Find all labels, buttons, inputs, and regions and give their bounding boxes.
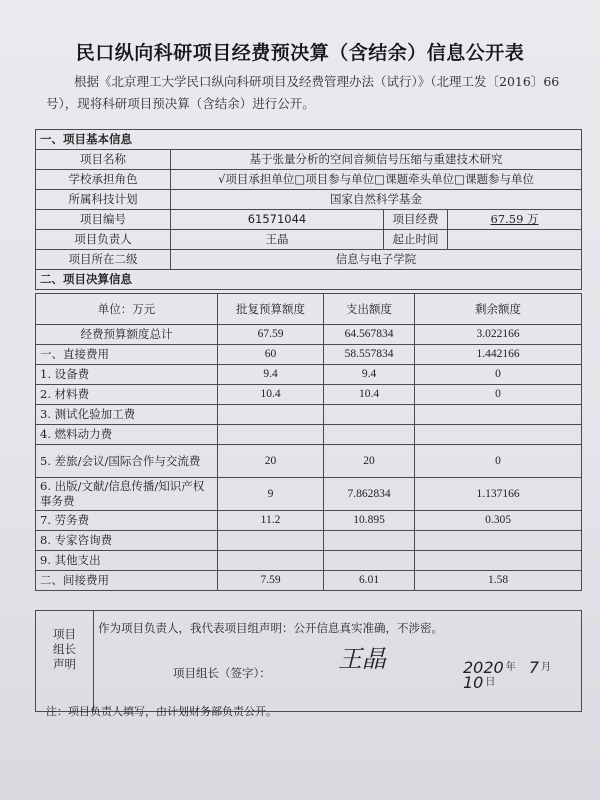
declaration-cell — [94, 611, 582, 712]
project-name-value: 基于张量分析的空间音频信号压缩与重建技术研究 — [171, 150, 582, 170]
school-role-value: √项目承担单位□项目参与单位□课题牵头单位□课题参与单位 — [171, 170, 582, 190]
remaining-value — [415, 551, 582, 571]
spent-value: 6.01 — [324, 571, 415, 591]
signature-row — [98, 636, 577, 692]
row-label: 6. 出版/文献/信息传播/知识产权事务费 — [36, 478, 218, 511]
table-row — [36, 551, 582, 571]
date-year: 2020 — [463, 658, 504, 677]
remaining-value: 1.137166 — [415, 478, 582, 511]
column-header: 剩余额度 — [415, 294, 582, 325]
table-row — [36, 425, 582, 445]
column-header: 支出额度 — [324, 294, 415, 325]
table-row — [36, 405, 582, 425]
intro-paragraph: 根据《北京理工大学民口纵向科研项目及经费管理办法（试行）》（北理工发〔2016〕66号），现将科研项目预决算（含结余）进行公开。 — [46, 74, 560, 111]
approved-value: 67.59 — [218, 325, 324, 345]
declaration-label-text: 项目组长声明 — [53, 627, 76, 671]
plan-value: 国家自然科学基金 — [171, 190, 582, 210]
remaining-value: 0 — [415, 445, 582, 478]
spent-value: 10.4 — [324, 385, 415, 405]
remaining-value — [415, 531, 582, 551]
row-label: 经费预算额度总计 — [36, 325, 218, 345]
approved-value: 7.59 — [218, 571, 324, 591]
period-value — [448, 230, 582, 250]
approved-value: 9 — [218, 478, 324, 511]
approved-value: 10.4 — [218, 385, 324, 405]
approved-value: 11.2 — [218, 511, 324, 531]
row-school-role — [36, 170, 582, 190]
handwritten-signature: 王晶 — [338, 645, 386, 673]
column-header: 单位：万元 — [36, 294, 218, 325]
spent-value — [324, 405, 415, 425]
section-header-budget — [36, 270, 582, 290]
row-plan — [36, 190, 582, 210]
budget-table — [35, 293, 582, 591]
approved-value: 60 — [218, 345, 324, 365]
table-row — [36, 345, 582, 365]
table-row — [36, 571, 582, 591]
spent-value — [324, 551, 415, 571]
date-day: 10 — [463, 673, 484, 692]
date-month: 7 — [528, 658, 539, 677]
remaining-value — [415, 405, 582, 425]
section-header-basic — [36, 130, 582, 150]
funding-value: 67.59 万 — [448, 210, 582, 230]
approved-value — [218, 405, 324, 425]
remaining-value: 0 — [415, 385, 582, 405]
leader-value: 王晶 — [171, 230, 384, 250]
approved-value — [218, 531, 324, 551]
month-unit: 月 — [541, 662, 551, 673]
remaining-value: 3.022166 — [415, 325, 582, 345]
row-project-name — [36, 150, 582, 170]
page-title: 民口纵向科研项目经费预决算（含结余）信息公开表 — [75, 42, 525, 64]
row-label: 7. 劳务费 — [36, 511, 218, 531]
spent-value — [324, 425, 415, 445]
row-label: 9. 其他支出 — [36, 551, 218, 571]
signature-date — [463, 660, 577, 690]
approved-value — [218, 551, 324, 571]
approved-value — [218, 425, 324, 445]
spent-value: 7.862834 — [324, 478, 415, 511]
row-dept — [36, 250, 582, 270]
approved-value: 9.4 — [218, 365, 324, 385]
leader-label: 项目负责人 — [36, 230, 171, 250]
remaining-value — [415, 425, 582, 445]
signature-label: 项目组长（签字）： — [173, 666, 271, 680]
dept-value: 信息与电子学院 — [171, 250, 582, 270]
table-row — [36, 511, 582, 531]
day-unit: 日 — [485, 677, 496, 688]
row-label: 1. 设备费 — [36, 365, 218, 385]
approved-value: 20 — [218, 445, 324, 478]
remaining-value: 0.305 — [415, 511, 582, 531]
period-label: 起止时间 — [384, 230, 448, 250]
spent-value: 20 — [324, 445, 415, 478]
row-label: 5. 差旅/会议/国际合作与交流费 — [36, 445, 218, 478]
column-header: 批复预算额度 — [218, 294, 324, 325]
table-row — [36, 365, 582, 385]
spent-value: 9.4 — [324, 365, 415, 385]
row-leader — [36, 230, 582, 250]
table-row — [36, 385, 582, 405]
declaration-text: 作为项目负责人，我代表项目组声明：公开信息真实准确，不涉密。 — [98, 621, 443, 635]
row-label: 二、间接费用 — [36, 571, 218, 591]
row-label: 3. 测试化验加工费 — [36, 405, 218, 425]
declaration-table — [35, 610, 582, 712]
section-title: 二、项目决算信息 — [36, 270, 582, 290]
row-label: 8. 专家咨询费 — [36, 531, 218, 551]
row-label: 2. 材料费 — [36, 385, 218, 405]
spent-value: 10.895 — [324, 511, 415, 531]
section-title: 一、项目基本信息 — [36, 130, 582, 150]
year-unit: 年 — [505, 662, 516, 673]
spent-value: 58.557834 — [324, 345, 415, 365]
row-label: 一、直接费用 — [36, 345, 218, 365]
project-no-value: 61571044 — [171, 210, 384, 230]
spent-value — [324, 531, 415, 551]
project-name-label: 项目名称 — [36, 150, 171, 170]
table-row — [36, 325, 582, 345]
disclosure-form-table — [35, 129, 582, 290]
plan-label: 所属科技计划 — [36, 190, 171, 210]
footnote: 注：项目负责人填写，由计划财务部负责公开。 — [46, 705, 277, 718]
dept-label: 项目所在二级 — [36, 250, 171, 270]
table-row — [36, 531, 582, 551]
declaration-label — [36, 611, 94, 712]
budget-header-row — [36, 294, 582, 325]
spent-value: 64.567834 — [324, 325, 415, 345]
table-row — [36, 478, 582, 511]
table-row — [36, 445, 582, 478]
remaining-value: 1.58 — [415, 571, 582, 591]
project-no-label: 项目编号 — [36, 210, 171, 230]
school-role-label: 学校承担角色 — [36, 170, 171, 190]
row-project-no — [36, 210, 582, 230]
funding-label: 项目经费 — [384, 210, 448, 230]
row-label: 4. 燃料动力费 — [36, 425, 218, 445]
remaining-value: 0 — [415, 365, 582, 385]
remaining-value: 1.442166 — [415, 345, 582, 365]
